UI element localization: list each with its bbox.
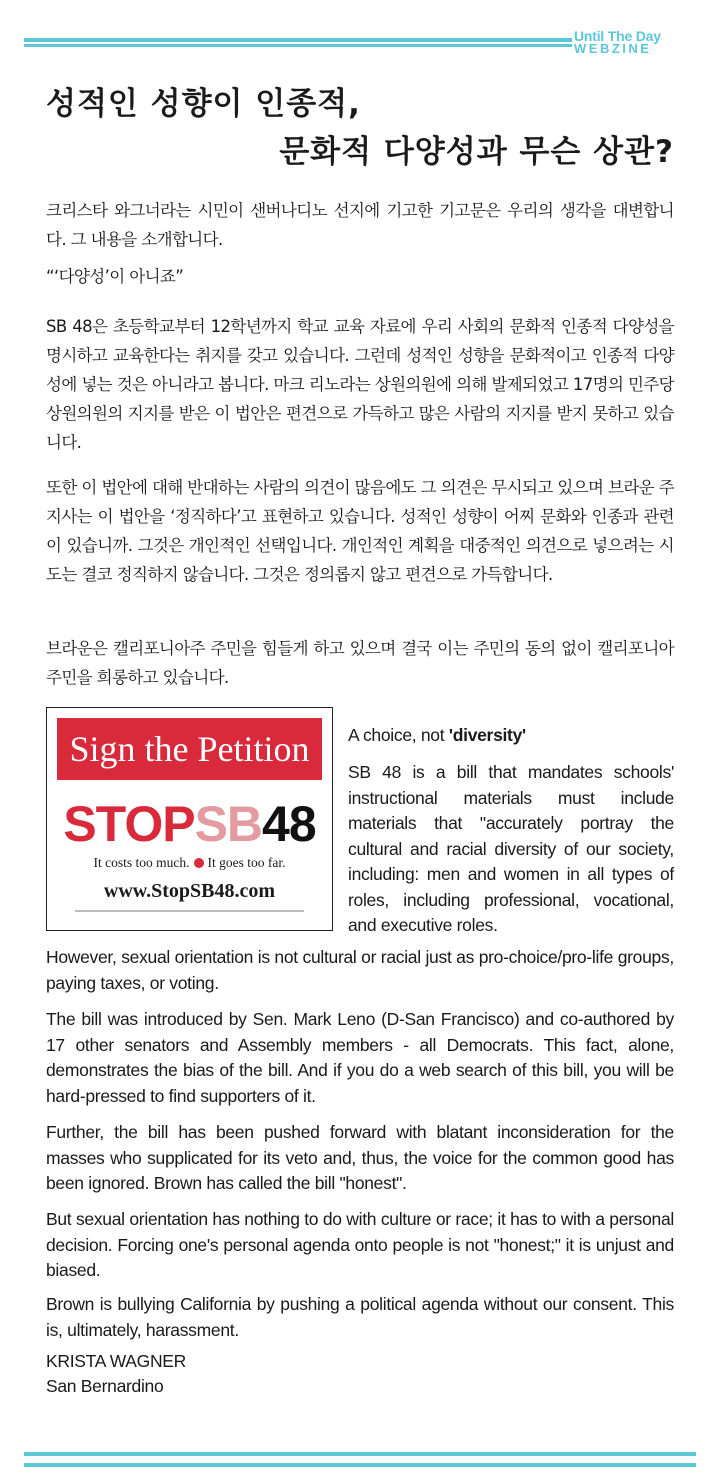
author-location: San Bernardino bbox=[46, 1376, 164, 1396]
logo-line2: WEBZINE bbox=[574, 41, 652, 56]
korean-quote: “‘다양성’이 아니죠” bbox=[46, 267, 184, 286]
logo-line1: Until The Day bbox=[574, 28, 661, 44]
header-rule-secondary bbox=[24, 44, 572, 47]
author-name: KRISTA WAGNER bbox=[46, 1351, 187, 1371]
article-title-line1: 성적인 성향이 인종적, bbox=[46, 86, 361, 122]
english-paragraph-2: However, sexual orientation is not cultural or racial just as pro-choice/pro-life groups, paying taxes, or voting. bbox=[46, 947, 674, 993]
stop-word: STOP bbox=[63, 796, 195, 852]
english-paragraph-4: Further, the bill has been pushed forward with blatant inconsideration for the masses who supplicated for its veto and, thus, the voice for the common good has been ignored. Brown has called the bill "honest". bbox=[46, 1122, 674, 1193]
tagline-part-b: It goes too far. bbox=[207, 855, 286, 870]
article-title-line2: 문화적 다양성과 무슨 상관? bbox=[279, 134, 674, 170]
bill-number: 48 bbox=[262, 796, 316, 852]
korean-intro: 크리스타 와그너라는 시민이 샌버나디노 선지에 기고한 기고문은 우리의 생각을 대변합니다. 그 내용을 소개합니다. bbox=[46, 201, 674, 249]
stop-sb48-logo bbox=[57, 796, 322, 852]
heading-text: A choice, not bbox=[348, 725, 449, 745]
webzine-logo bbox=[574, 29, 699, 55]
fine-print bbox=[75, 910, 304, 912]
sb-word: SB bbox=[194, 796, 263, 852]
english-paragraph-1: SB 48 is a bill that mandates schools' instructional materials must include materials that "accurately portray the cultural and racial diversity of our society, including: men and women in all types of roles, including professional, vocational, and executive roles. bbox=[348, 762, 674, 935]
tagline-part-a: It costs too much. bbox=[93, 855, 190, 870]
korean-paragraph-3: 브라운은 캘리포니아주 주민을 힘들게 하고 있으며 결국 이는 주민의 동의 없이 캘리포니아 주민을 희롱하고 있습니다. bbox=[46, 639, 674, 687]
english-paragraph-6: Brown is bullying California by pushing a political agenda without our consent. This is, ultimately, harassment. bbox=[46, 1294, 674, 1340]
petition-tagline bbox=[57, 855, 322, 871]
stop-dot-icon bbox=[194, 858, 204, 868]
header-rule bbox=[24, 38, 572, 42]
korean-paragraph-2: 또한 이 법안에 대해 반대하는 사람의 의견이 많음에도 그 의견은 무시되고 있으며 브라운 주지사는 이 법안을 ‘정직하다’고 표현하고 있습니다. 성적인 성향이 어찌 문화와 인종과 관련이 있습니까. 그것은 개인적인 선택입니다. 개인적인 계획을 대중적인 의견으로 넣으려는 시도는 결코 정직하지 않습니다. 그것은 정의롭지 않고 편견으로 가득합니다. bbox=[46, 478, 674, 584]
english-paragraph-5: But sexual orientation has nothing to do with culture or race; it has to with a personal decision. Forcing one's personal agenda onto people is not "honest;" it is unjust and biased. bbox=[46, 1209, 674, 1280]
footer-rule bbox=[24, 1452, 696, 1456]
petition-banner: Sign the Petition bbox=[57, 718, 322, 780]
english-paragraph-3: The bill was introduced by Sen. Mark Leno (D-San Francisco) and co-authored by 17 other senators and Assembly members - all Democrats. This fact, alone, demonstrates the bias of the bill. And if you do a web search of this bill, you will be hard-pressed to find supporters of it. bbox=[46, 1009, 674, 1106]
footer-rule-secondary bbox=[24, 1463, 696, 1467]
korean-paragraph-1: SB 48은 초등학교부터 12학년까지 학교 교육 자료에 우리 사회의 문화적 인종적 다양성을 명시하고 교육한다는 취지를 갖고 있습니다. 그런데 성적인 성향을 문화적이고 인종적 다양성에 넣는 것은 아니라고 봅니다. 마크 리노라는 상원의원에 의해 발제되었고 17명의 민주당 상원의원의 지지를 받은 이 법안은 편견으로 가득하고 많은 사람의 지지를 받지 못하고 있습니다. bbox=[46, 317, 674, 452]
english-heading bbox=[348, 723, 674, 749]
petition-url: www.StopSB48.com bbox=[103, 880, 276, 902]
stop-sb48-petition-image bbox=[46, 707, 333, 931]
heading-emphasis: 'diversity' bbox=[448, 725, 526, 745]
